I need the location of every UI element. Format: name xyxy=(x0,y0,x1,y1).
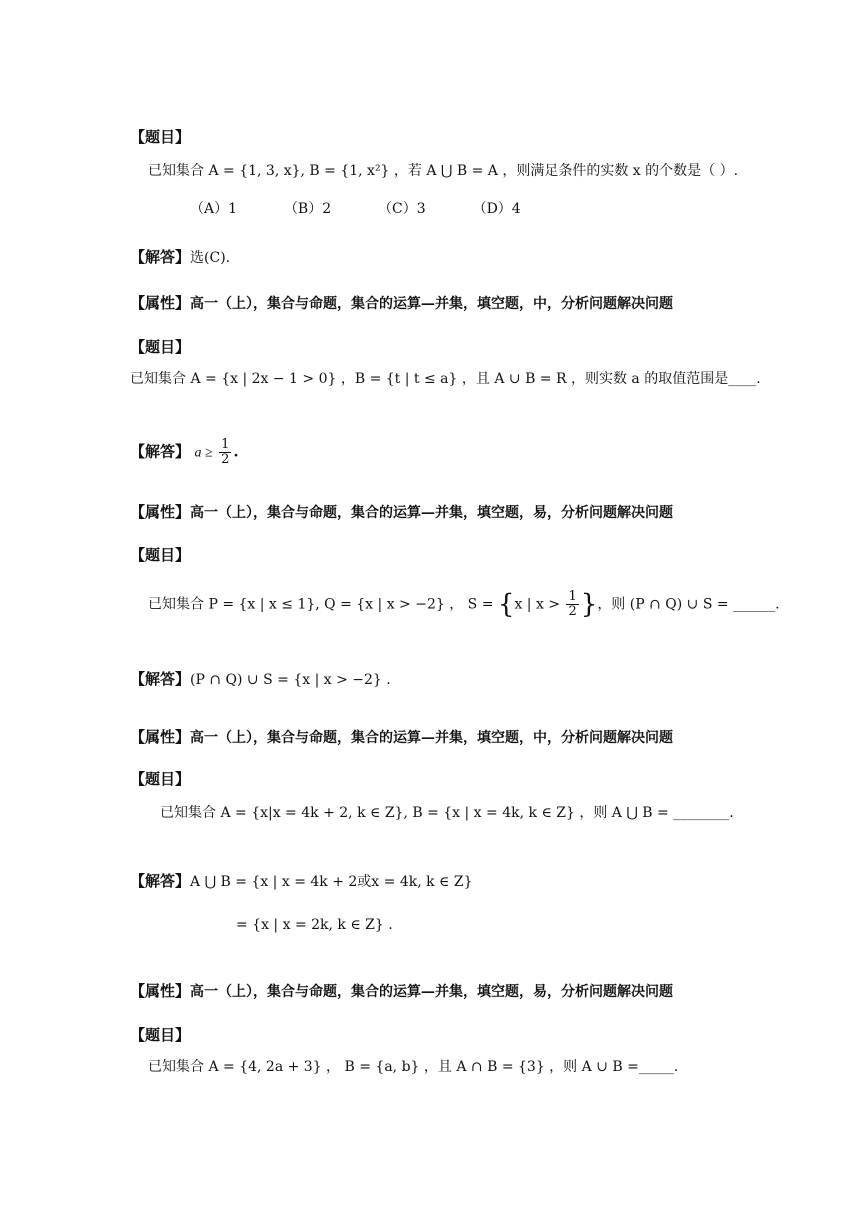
attribute-heading: 【属性】 xyxy=(130,294,191,312)
attribute-text: 高一（上），集合与命题，集合的运算—并集，填空题，易，分析问题解决问题 xyxy=(190,984,674,1000)
attribute-row xyxy=(130,728,673,747)
option-d: （D）4 xyxy=(472,201,521,217)
answer-heading: 【解答】 xyxy=(130,670,191,688)
question-text: 已知集合 A = {x|x = 4k + 2, k ∈ Z}, B = {x | x = 4k, k ∈ Z} ，则 A ⋃ B = ________. xyxy=(160,805,734,821)
question-fraction xyxy=(566,590,578,619)
answer-text: 选(C). xyxy=(190,250,231,266)
question-heading: 【题目】 xyxy=(130,128,191,146)
answer-fraction xyxy=(219,438,231,467)
question-heading: 【题目】 xyxy=(130,338,191,356)
fraction-denominator: 2 xyxy=(221,452,230,467)
question-text: 已知集合 A = {x | 2x − 1 > 0} ，B = {t | t ≤ a} ，且 A ∪ B = R ，则实数 a 的取值范围是____. xyxy=(130,371,761,387)
option-c: （C）3 xyxy=(378,201,426,217)
question-text: 已知集合 A = {1, 3, x}, B = {1, x²} ，若 A ⋃ B = A ，则满足条件的实数 x 的个数是（ ）. xyxy=(148,163,739,179)
answer-text: (P ∩ Q) ∪ S = {x | x > −2} . xyxy=(190,672,391,688)
question-text: 已知集合 A = {4, 2a + 3} ， B = {a, b} ，且 A ∩ B = {3} ，则 A ∪ B =_____. xyxy=(148,1059,679,1075)
attribute-row xyxy=(130,503,673,522)
answer-row xyxy=(130,248,230,267)
attribute-text: 高一（上），集合与命题，集合的运算—并集，填空题，中，分析问题解决问题 xyxy=(190,296,674,312)
question-heading: 【题目】 xyxy=(130,1026,191,1044)
attribute-heading: 【属性】 xyxy=(130,503,191,521)
fraction-numerator: 1 xyxy=(221,437,230,452)
answer-row xyxy=(130,438,239,467)
answer-prefix: a ≥ xyxy=(194,445,213,461)
option-a: （A）1 xyxy=(190,201,238,217)
option-list xyxy=(190,200,521,218)
left-brace: { xyxy=(497,589,515,620)
right-brace: } xyxy=(580,589,598,620)
attribute-row xyxy=(130,294,673,313)
question-heading: 【题目】 xyxy=(130,546,191,564)
answer-row xyxy=(130,670,391,689)
question-heading: 【题目】 xyxy=(130,770,191,788)
question-part-b: x | x > xyxy=(514,596,561,613)
answer-line-2: = {x | x = 2k, k ∈ Z} . xyxy=(236,917,393,933)
fraction-numerator: 1 xyxy=(568,589,577,604)
answer-line-1: A ⋃ B = {x | x = 4k + 2或x = 4k, k ∈ Z} xyxy=(190,874,473,890)
attribute-text: 高一（上），集合与命题，集合的运算—并集，填空题，易，分析问题解决问题 xyxy=(190,505,674,521)
answer-heading: 【解答】 xyxy=(130,248,191,266)
answer-heading: 【解答】 xyxy=(130,872,191,890)
question-part-c: ，则 (P ∩ Q) ∪ S = ______. xyxy=(597,596,780,613)
attribute-text: 高一（上），集合与命题，集合的运算—并集，填空题，中，分析问题解决问题 xyxy=(190,730,674,746)
fraction-denominator: 2 xyxy=(568,604,577,619)
attribute-heading: 【属性】 xyxy=(130,982,191,1000)
attribute-row xyxy=(130,982,673,1001)
question-text xyxy=(148,590,780,619)
question-part-a: 已知集合 P = {x | x ≤ 1}, Q = {x | x > −2} ， S = xyxy=(148,596,494,613)
answer-row xyxy=(130,872,473,891)
answer-heading: 【解答】 xyxy=(130,442,191,461)
answer-suffix: . xyxy=(233,442,239,461)
option-b: （B）2 xyxy=(283,201,332,217)
attribute-heading: 【属性】 xyxy=(130,728,191,746)
